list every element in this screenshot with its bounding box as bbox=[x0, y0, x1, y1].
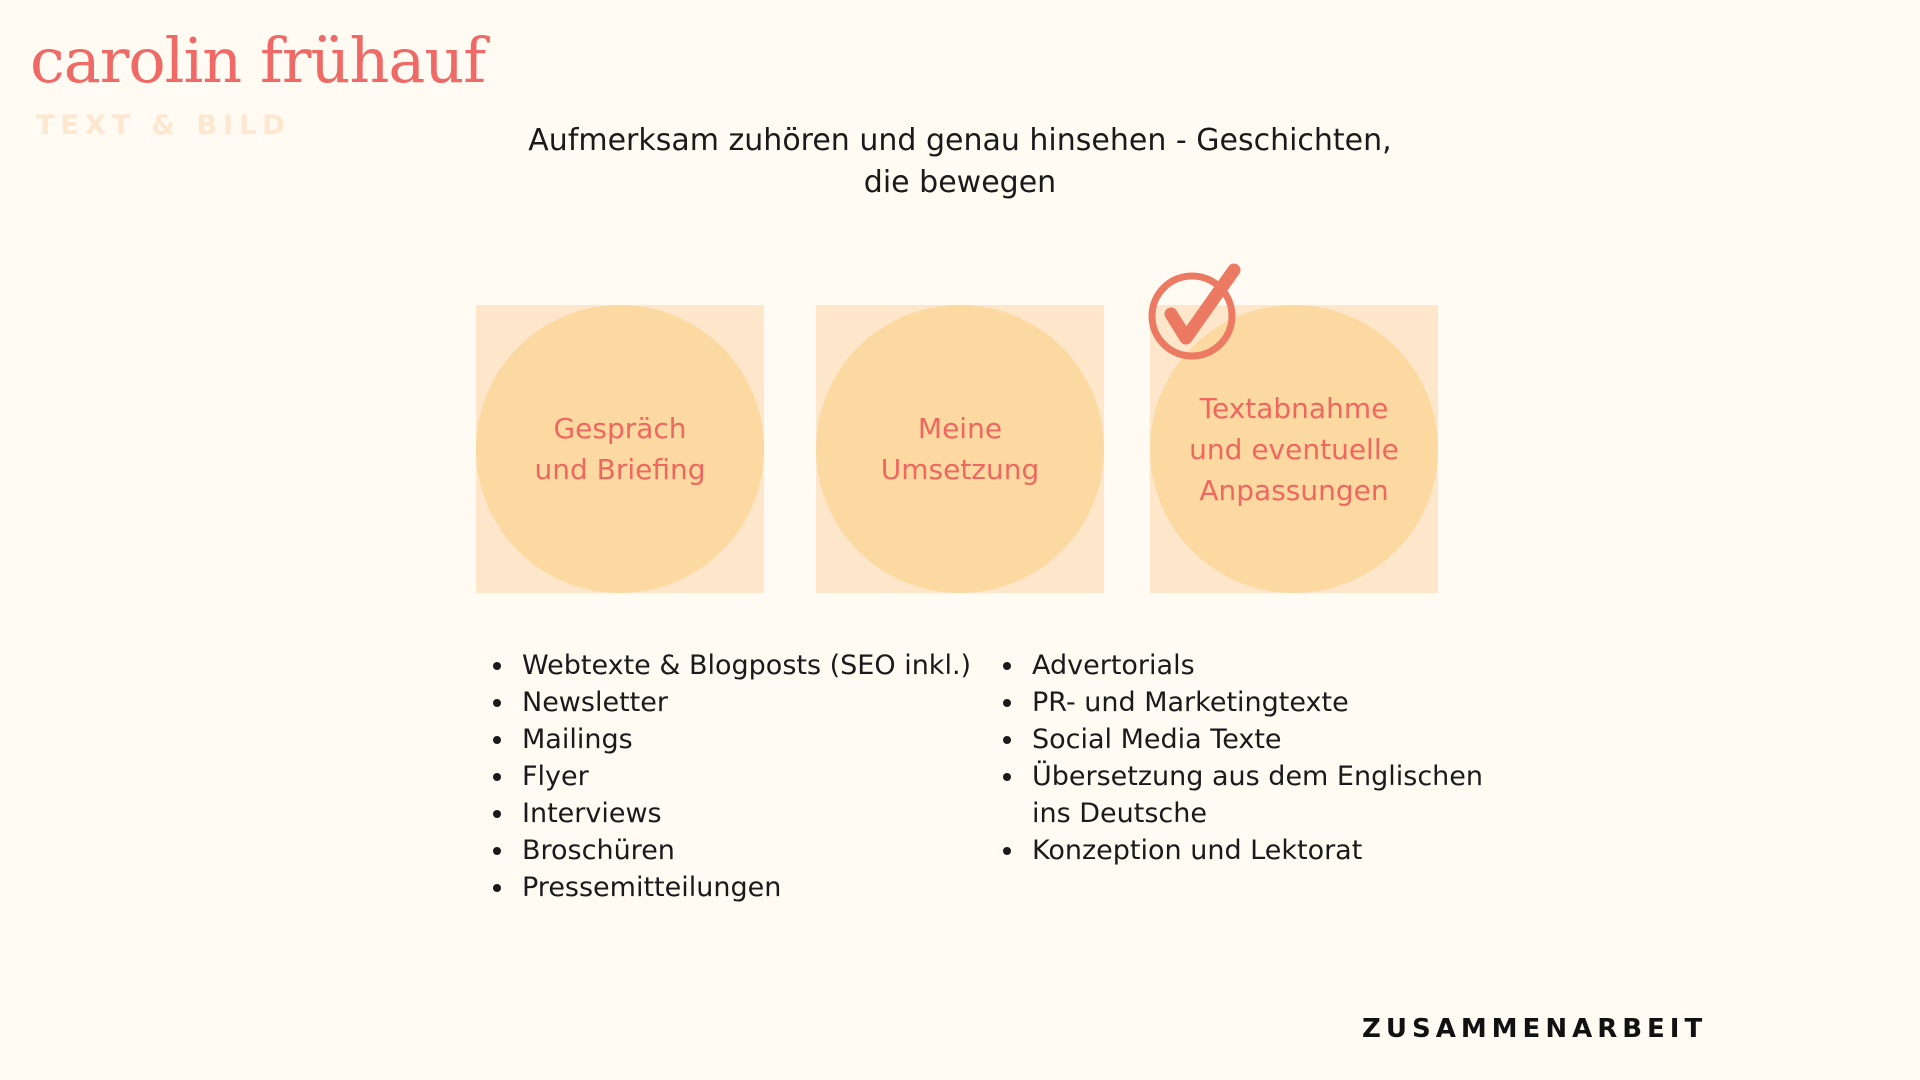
step-card-briefing bbox=[476, 305, 764, 593]
list-item: Flyer bbox=[493, 758, 993, 795]
step-circle bbox=[476, 305, 764, 593]
brand-tagline: TEXT & BILD bbox=[36, 110, 291, 141]
services-list-left bbox=[493, 647, 993, 906]
list-item: Übersetzung aus dem Englischen ins Deutsche bbox=[1003, 758, 1523, 832]
section-label: ZUSAMMENARBEIT bbox=[1362, 1014, 1708, 1044]
list-item: Pressemitteilungen bbox=[493, 869, 993, 906]
checkmark-circle-icon bbox=[1146, 262, 1250, 366]
list-item: Interviews bbox=[493, 795, 993, 832]
list-item: Social Media Texte bbox=[1003, 721, 1523, 758]
list-item: Mailings bbox=[493, 721, 993, 758]
list-item: Konzeption und Lektorat bbox=[1003, 832, 1523, 869]
list-item: Broschüren bbox=[493, 832, 993, 869]
list-item: Webtexte & Blogposts (SEO inkl.) bbox=[493, 647, 993, 684]
step-label: Meine Umsetzung bbox=[880, 412, 1040, 486]
step-circle bbox=[816, 305, 1104, 593]
list-item: Newsletter bbox=[493, 684, 993, 721]
list-item: PR- und Marketingtexte bbox=[1003, 684, 1523, 721]
headline bbox=[440, 120, 1480, 204]
services-list-right bbox=[1003, 647, 1523, 869]
list-item: Advertorials bbox=[1003, 647, 1523, 684]
headline-text: Aufmerksam zuhören und genau hinsehen - Geschichten, die bewegen bbox=[528, 123, 1392, 200]
step-card-implementation bbox=[816, 305, 1104, 593]
brand-name: carolin frühauf bbox=[30, 24, 486, 97]
step-label: Textabnahme und eventuelle Anpassungen bbox=[1189, 391, 1399, 507]
step-label: Gespräch und Briefing bbox=[534, 412, 706, 486]
